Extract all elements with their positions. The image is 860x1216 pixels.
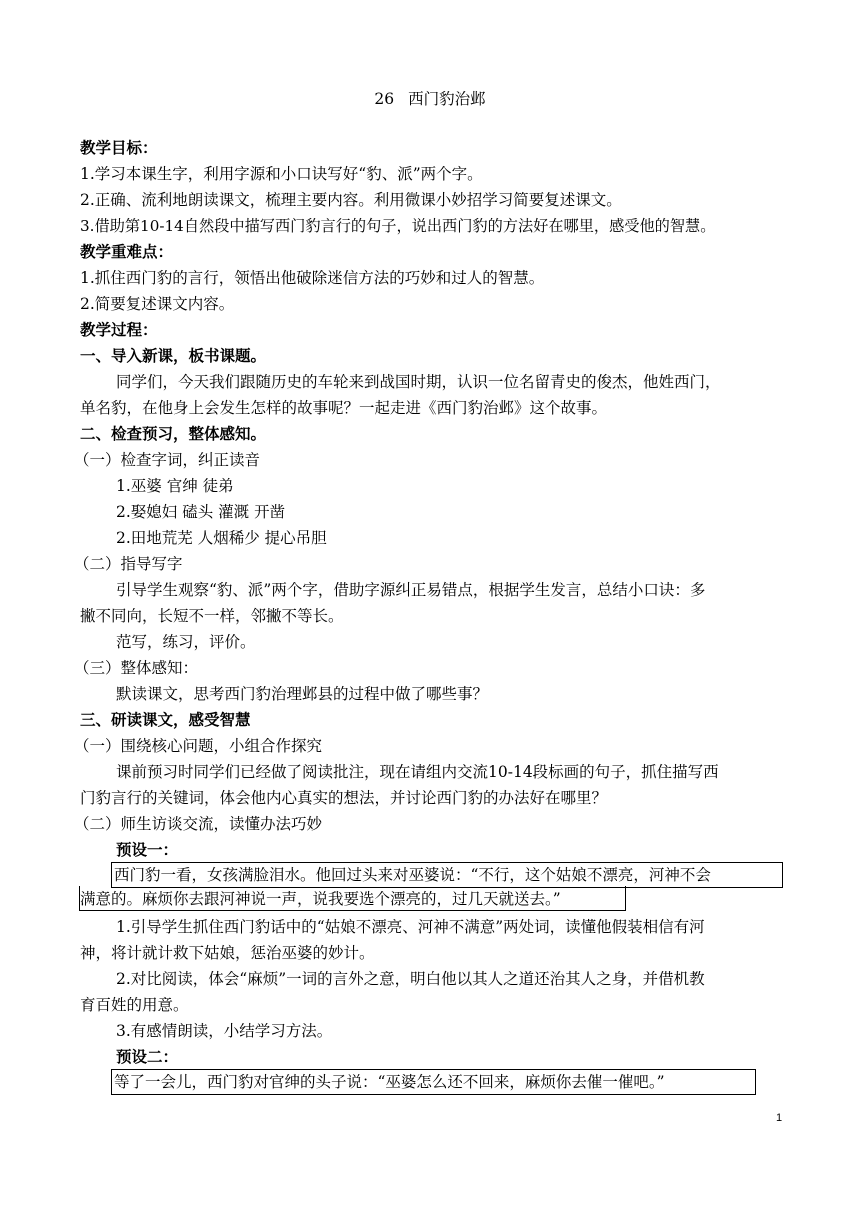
preset2-label: 预设二： xyxy=(116,1047,179,1066)
inquiry-text: 课前预习时同学们已经做了阅读批注，现在请组内交流10-14段标画的句子，抓住描写西 xyxy=(116,763,719,781)
lesson-name: 西门豹治邺 xyxy=(408,90,486,108)
word-list-item: 2.田地荒芜 人烟稀少 提心吊胆 xyxy=(116,529,327,547)
section2-sub2: （二）指导写字 xyxy=(74,555,183,573)
key-point-item: 2.简要复述课文内容。 xyxy=(80,295,235,313)
page-number: 1 xyxy=(776,1112,783,1124)
section1-paragraph: 单名豹，在他身上会发生怎样的故事呢？一起走进《西门豹治邺》这个故事。 xyxy=(80,399,608,417)
objectives-heading: 教学目标： xyxy=(80,138,158,157)
writing-guide: 引导学生观察“豹、派”两个字，借助字源纠正易错点，根据学生发言，总结小口诀：多 xyxy=(116,581,706,599)
inquiry-text: 门豹言行的关键词，体会他内心真实的想法，并讨论西门豹的办法好在哪里？ xyxy=(80,789,608,807)
lesson-title xyxy=(0,88,860,110)
section3-sub2: （二）师生访谈交流，读懂办法巧妙 xyxy=(74,815,323,833)
section2-heading: 二、检查预习，整体感知。 xyxy=(80,424,267,443)
point-item: 1.引导学生抓住西门豹话中的“姑娘不漂亮、河神不满意”两处词，读懂他假装相信有河 xyxy=(116,918,705,936)
point-item: 神，将计就计救下姑娘，惩治巫婆的妙计。 xyxy=(80,944,375,962)
practice-text: 范写，练习，评价。 xyxy=(116,633,256,651)
quote2-text: 等了一会儿，西门豹对官绅的头子说：“巫婆怎么还不回来，麻烦你去催一催吧。” xyxy=(114,1073,665,1091)
word-list-item: 2.娶媳妇 磕头 灌溉 开凿 xyxy=(116,503,286,521)
point-item: 育百姓的用意。 xyxy=(80,996,189,1014)
section2-sub1: （一）检查字词，纠正读音 xyxy=(74,451,261,469)
section3-sub1: （一）围绕核心问题，小组合作探究 xyxy=(74,737,323,755)
quote1-text: 满意的。麻烦你去跟河神说一声，说我要选个漂亮的，过几天就送去。” xyxy=(80,890,561,908)
section2-sub3: （三）整体感知： xyxy=(74,659,199,677)
point-item: 2.对比阅读，体会“麻烦”一词的言外之意，明白他以其人之道还治其人之身，并借机教 xyxy=(116,970,705,988)
section1-paragraph: 同学们，今天我们跟随历史的车轮来到战国时期，认识一位名留青史的俊杰，他姓西门， xyxy=(116,373,721,391)
lesson-number: 26 xyxy=(374,90,395,108)
section1-heading: 一、导入新课，板书课题。 xyxy=(80,346,267,365)
quote1-text: 西门豹一看，女孩满脸泪水。他回过头来对巫婆说：“不行，这个姑娘不漂亮，河神不会 xyxy=(114,866,711,884)
process-heading: 教学过程： xyxy=(80,320,158,339)
point-item: 3.有感情朗读，小结学习方法。 xyxy=(116,1022,333,1040)
word-list-item: 1.巫婆 官绅 徒弟 xyxy=(116,477,234,495)
objective-item: 3.借助第10-14自然段中描写西门豹言行的句子，说出西门豹的方法好在哪里，感受他的智慧。 xyxy=(80,217,716,235)
preset1-label: 预设一： xyxy=(116,840,179,859)
key-points-heading: 教学重难点： xyxy=(80,242,174,261)
key-point-item: 1.抓住西门豹的言行，领悟出他破除迷信方法的巧妙和过人的智慧。 xyxy=(80,269,545,287)
objective-item: 2.正确、流利地朗读课文，梳理主要内容。利用微课小妙招学习简要复述课文。 xyxy=(80,191,622,209)
objective-item: 1.学习本课生字，利用字源和小口诀写好“豹、派”两个字。 xyxy=(80,165,483,183)
writing-guide: 撇不同向，长短不一样，邻撇不等长。 xyxy=(80,607,344,625)
section3-heading: 三、研读课文，感受智慧 xyxy=(80,710,251,729)
reading-task: 默读课文，思考西门豹治理邺县的过程中做了哪些事？ xyxy=(116,685,489,703)
